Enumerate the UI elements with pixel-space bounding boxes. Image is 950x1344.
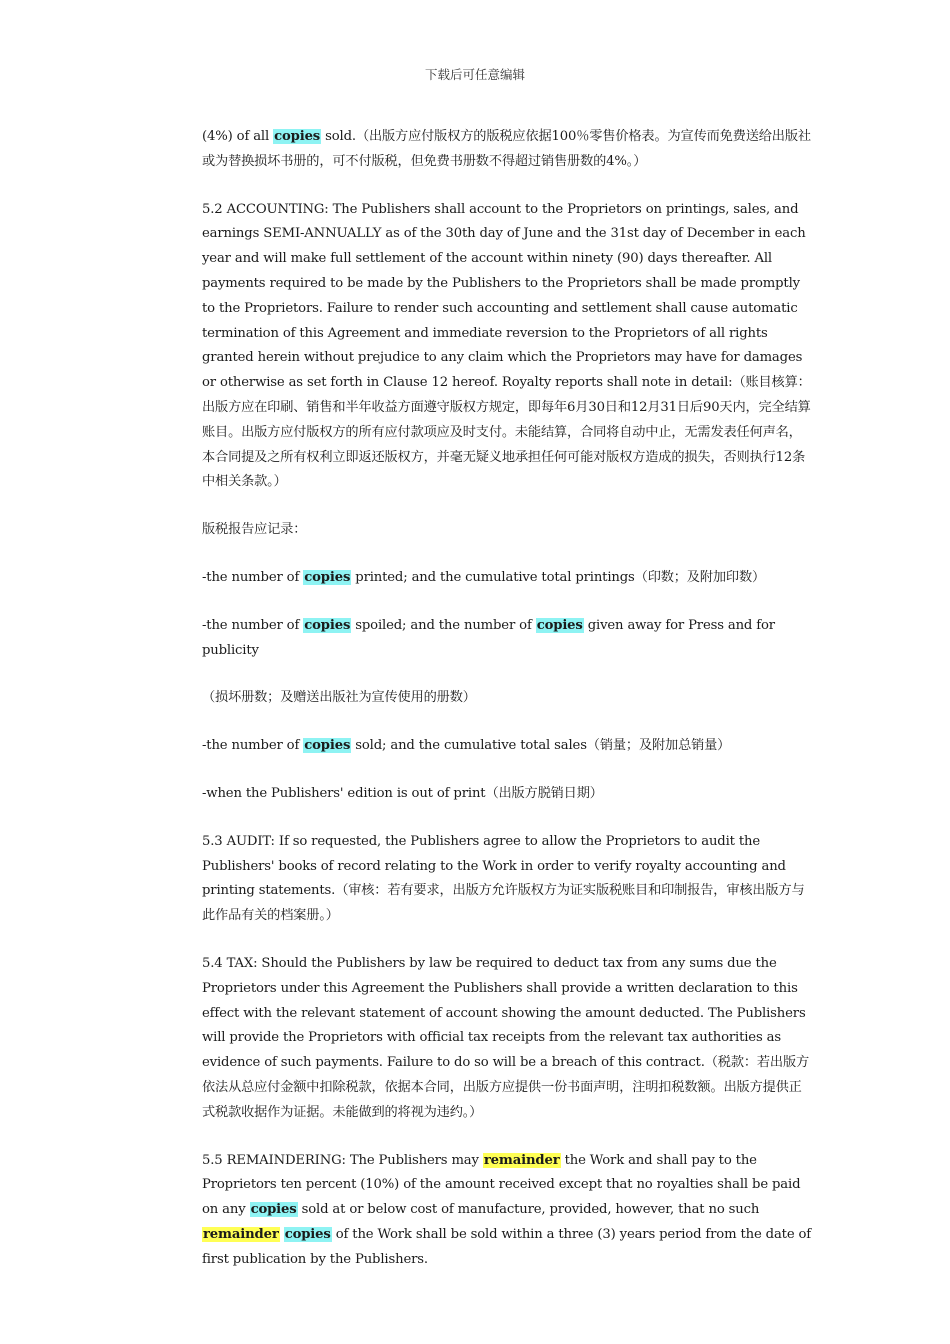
highlight-copies: copies [536,617,583,633]
highlight-copies: copies [274,129,321,144]
highlight-copies: copies [304,738,351,754]
report-item-spoiled [202,614,812,664]
accounting-clause: 5.2 ACCOUNTING: The Publishers shall account to the Proprietors on printings, sales, and earnings SEMI-ANNUALLY as of the 30th day of June and the 31st day of December in each year and will make full settlement of the account within ninety (90) days thereafter. All payments required to be made by the Publishers to the Proprietors shall be made promptly to the Proprietors. Failure to render such accounting and settlement shall cause automatic termination of this Agreement and immediate reversion to the Proprietors of all rights granted herein without prejudice to any claim which the Proprietors may have for damages or otherwise as set forth in Clause 12 hereof. Royalty reports shall note in detail:（账目核算：出版方应在印刷、销售和半年收益方面遵守版权方规定，即每年6月30日和12月31日后90天内，完全结算账目。出版方应付版权方的所有应付款项应及时支付。未能结算，合同将自动中止，无需发表任何声名，本合同提及之所有权利立即返还版权方，并毫无疑义地承担任何可能对版权方造成的损失，否则执行12条中相关条款。） [202,201,811,490]
text-run: sold.（出版方应付版权方的版税应依据100％零售价格表。为宣传而免费送给出版社或为替换损坏书册的，可不付版税，但免费书册数不得超过销售册数的4%。） [202,129,811,169]
page-header: 下载后可任意编辑 [424,67,525,82]
royalty-report-heading: 版税报告应记录： [202,522,307,538]
text-run: spoiled; and the number of [351,617,536,633]
text-run: given away for Press and for publicity [202,617,775,658]
highlight-copies: copies [304,569,351,585]
audit-clause: 5.3 AUDIT: If so requested, the Publishers agree to allow the Proprietors to audit the Publishers' books of record relating to the Work in order to verify royalty accounting and printing statements.（审核：若有要求，出版方允许版权方为证实版税账目和印制报告，审核出版方与此作品有关的档案册。） [202,833,805,924]
remaindering-clause [202,1149,812,1273]
report-item-printed [202,566,812,591]
text-run: -the number of [202,569,304,585]
highlight-remainder: remainder [483,1152,560,1168]
highlight-copies: copies [304,617,351,633]
text-run: the Work and shall pay to the Proprietors ten percent (10%) of the amount received except that no royalties shall be paid on any [202,1152,801,1218]
highlight-copies: copies [250,1202,297,1218]
text-run: of the Work shall be sold within a three (3) years period from the date of first publication by the Publishers. [202,1226,812,1267]
text-run: (4%) of all [202,129,274,144]
text-run: -the number of [202,738,304,754]
text-run: 5.5 REMAINDERING: The Publishers may [202,1152,483,1168]
highlight-copies: copies [284,1226,331,1242]
report-item-spoiled-cn: （损坏册数；及赠送出版社为宣传使用的册数） [202,690,476,706]
report-item-sold [202,734,812,759]
text-run: printed; and the cumulative total printings（印数；及附加印数） [351,569,766,585]
tax-clause: 5.4 TAX: Should the Publishers by law be required to deduct tax from any sums due the Proprietors under this Agreement the Publishers shall provide a written declaration to this effect with the relevant statement of account showing the amount deducted. The Publishers will provide the Proprietors with official tax receipts from the relevant tax authorities as evidence of such payments. Failure to do so will be a breach of this contract.（税款：若出版方依法从总应付金额中扣除税款，依据本合同，出版方应提供一份书面声明，注明扣税数额。出版方提供正式税款收据作为证据。未能做到的将视为违约。） [202,955,810,1120]
document-body [202,125,812,1295]
text-run: sold at or below cost of manufacture, provided, however, that no such [297,1202,760,1218]
royalty-paragraph [202,125,812,175]
highlight-remainder: remainder [203,1226,279,1242]
text-run: -the number of [202,617,304,633]
report-item-out-of-print: -when the Publishers' edition is out of print（出版方脱销日期） [202,785,603,801]
text-run: sold; and the cumulative total sales（销量；及附加总销量） [351,738,731,754]
